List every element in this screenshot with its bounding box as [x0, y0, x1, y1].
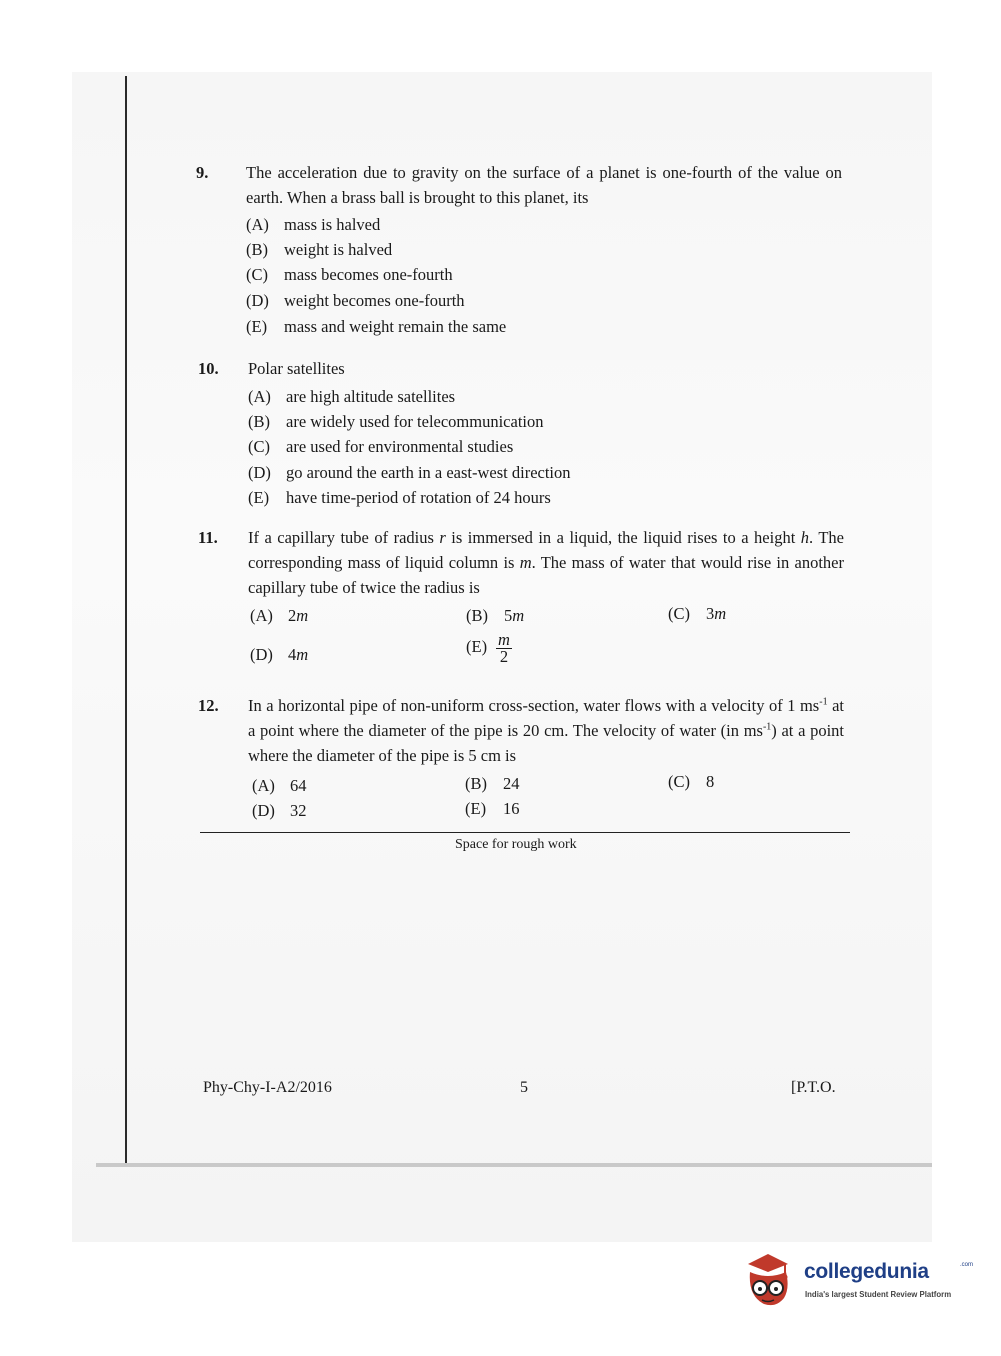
option-text: 24 — [503, 774, 520, 793]
page-number: 5 — [520, 1079, 528, 1096]
option-label: (B) — [248, 412, 270, 431]
option-c — [668, 601, 726, 626]
option-text: mass and weight remain the same — [284, 317, 507, 336]
question-12 — [198, 693, 858, 828]
option-b — [248, 409, 544, 434]
collegedunia-logo[interactable] — [742, 1250, 972, 1315]
brand-name: collegedunia — [804, 1260, 929, 1283]
question-text: The acceleration due to gravity on the surface of a planet is one-fourth of the value on earth. When a brass ball is brought to this planet, its — [246, 163, 842, 207]
option-text: 16 — [503, 799, 520, 818]
option-label: (A) — [252, 776, 275, 795]
question-9 — [196, 160, 856, 340]
question-text — [248, 525, 844, 600]
option-b — [246, 237, 392, 262]
option-variable: m — [714, 604, 727, 623]
option-label: (E) — [465, 799, 487, 818]
divider — [200, 832, 850, 833]
option-value: 3 — [706, 604, 715, 623]
option-variable: m — [296, 606, 309, 625]
option-label: (B) — [465, 774, 487, 793]
option-d — [250, 642, 308, 667]
option-label: (D) — [248, 463, 271, 482]
option-d — [248, 460, 571, 485]
option-text: are used for environmental studies — [286, 437, 514, 456]
option-d — [246, 288, 465, 313]
option-a — [252, 773, 307, 798]
question-11 — [198, 525, 858, 685]
variable-r: r — [439, 528, 446, 547]
option-label: (E) — [246, 317, 268, 336]
option-e — [248, 485, 551, 510]
option-a — [250, 603, 308, 628]
question-number: 12. — [198, 696, 219, 715]
option-text: 64 — [290, 776, 307, 795]
option-label: (E) — [466, 637, 488, 657]
option-value: 5 — [504, 606, 513, 625]
option-d — [252, 798, 307, 823]
option-label: (A) — [248, 387, 271, 406]
option-label: (A) — [250, 606, 273, 625]
option-e — [466, 632, 512, 665]
option-text: weight becomes one-fourth — [284, 291, 465, 310]
option-text: have time-period of rotation of 24 hours — [286, 488, 551, 507]
brand-tagline: India's largest Student Review Platform — [805, 1290, 952, 1299]
option-c — [668, 769, 714, 794]
variable-m: m — [519, 553, 532, 572]
option-b — [466, 603, 524, 628]
rough-work-label: Space for rough work — [455, 837, 577, 852]
option-variable: m — [512, 606, 525, 625]
fraction-denominator: 2 — [499, 647, 509, 666]
question-10 — [198, 356, 858, 516]
question-text — [248, 693, 844, 768]
text-part: . The mass of water that would rise in another capillary tube of twice the radius is — [248, 553, 844, 597]
question-number: 9. — [196, 163, 209, 182]
option-value: 4 — [288, 645, 297, 664]
sheet-edge — [96, 1163, 932, 1167]
option-a — [248, 384, 455, 409]
option-e — [246, 314, 506, 339]
option-label: (C) — [246, 265, 268, 284]
superscript: -1 — [762, 721, 772, 733]
option-text: weight is halved — [284, 240, 393, 259]
option-text: mass is halved — [284, 215, 381, 234]
option-label: (D) — [250, 645, 273, 664]
option-a — [246, 212, 380, 237]
option-c — [246, 262, 453, 287]
option-variable: m — [296, 645, 309, 664]
option-text: are high altitude satellites — [286, 387, 456, 406]
option-text: go around the earth in a east-west direction — [286, 463, 571, 482]
option-label: (E) — [248, 488, 270, 507]
option-label: (C) — [668, 604, 690, 623]
option-label: (B) — [246, 240, 268, 259]
option-label: (A) — [246, 215, 269, 234]
option-e — [465, 796, 520, 821]
text-part: If a capillary tube of radius — [248, 528, 440, 547]
question-number: 10. — [198, 359, 219, 378]
text-part: at a point where the diameter of the pipe is 20 cm. The velocity of water (in ms — [248, 696, 844, 740]
option-label: (D) — [252, 801, 275, 820]
option-c — [248, 434, 513, 459]
margin-rule — [125, 76, 127, 1166]
option-label: (B) — [466, 606, 488, 625]
variable-h: h — [800, 528, 810, 547]
option-label: (C) — [248, 437, 270, 456]
brand-com: .com — [960, 1262, 974, 1268]
option-b — [465, 771, 520, 796]
option-text: mass becomes one-fourth — [284, 265, 453, 284]
text-part: In a horizontal pipe of non-uniform cross-section, water flows with a velocity of 1 ms — [248, 696, 820, 715]
fraction-numerator: m — [498, 630, 510, 649]
text-part: is immersed in a liquid, the liquid rises to a height — [445, 528, 801, 547]
paper-code: Phy-Chy-I-A2/2016 — [203, 1079, 332, 1096]
text-part: . The corresponding mass of liquid column is — [248, 528, 844, 572]
superscript: -1 — [819, 696, 828, 708]
option-label: (C) — [668, 772, 690, 791]
option-value: 2 — [288, 606, 297, 625]
question-text: Polar satellites — [248, 359, 345, 378]
question-number: 11. — [198, 528, 218, 547]
option-text: 32 — [290, 801, 307, 820]
pto-label: [P.T.O. — [791, 1079, 836, 1096]
option-label: (D) — [246, 291, 269, 310]
mascot-icon — [742, 1250, 800, 1312]
text-part: ) at a point where the diameter of the pipe is 5 cm is — [248, 721, 844, 765]
fraction — [496, 632, 512, 665]
option-text: 8 — [706, 772, 715, 791]
option-text: are widely used for telecommunication — [286, 412, 544, 431]
